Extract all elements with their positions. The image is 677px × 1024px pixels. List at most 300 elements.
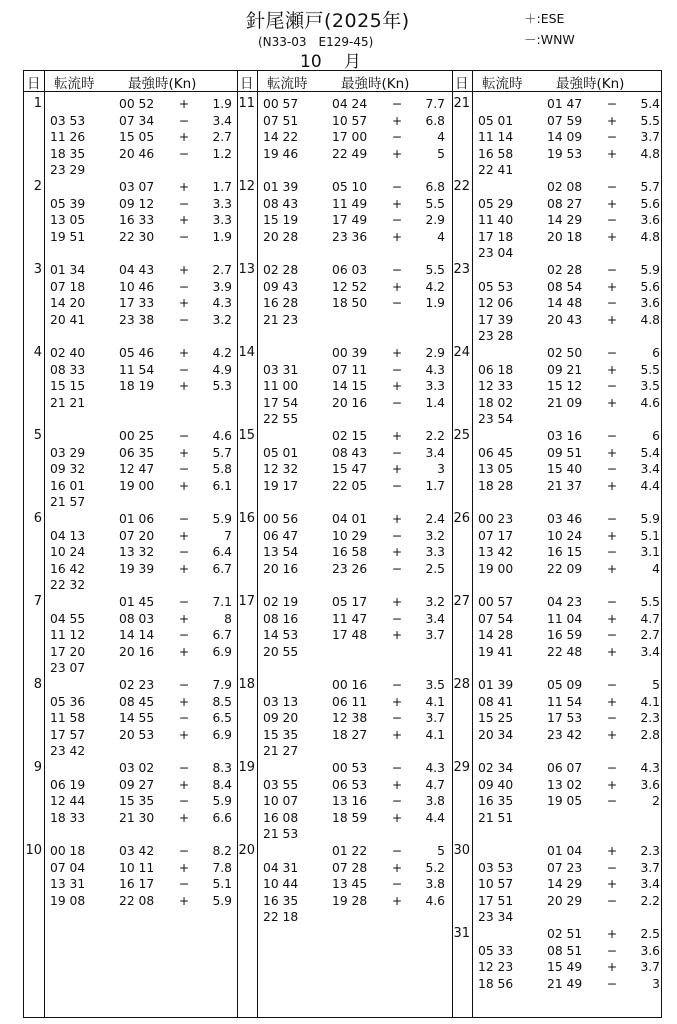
turn-time: 03 13 — [263, 694, 299, 709]
direction-sign: − — [178, 312, 190, 327]
header-turn-time: 転流時 — [267, 76, 308, 92]
turn-time: 16 01 — [50, 478, 86, 493]
direction-sign: + — [391, 595, 403, 609]
turn-time: 10 44 — [263, 877, 299, 892]
direction-sign: + — [391, 379, 403, 394]
day-number: 1 — [33, 96, 42, 111]
max-speed: 3 — [652, 976, 660, 991]
max-time: 04 23 — [547, 595, 583, 609]
direction-sign: − — [391, 611, 403, 626]
max-speed: 7.8 — [212, 860, 232, 875]
direction-sign: + — [178, 777, 190, 792]
direction-sign: − — [606, 429, 618, 443]
direction-sign: + — [606, 694, 618, 709]
max-time: 06 35 — [119, 445, 155, 460]
max-time: 02 50 — [547, 346, 583, 360]
turn-time: 06 45 — [478, 445, 514, 460]
turn-time: 15 19 — [263, 213, 299, 228]
turn-time: 21 51 — [478, 810, 514, 825]
turn-time: 03 53 — [50, 113, 86, 128]
direction-sign: + — [178, 644, 190, 659]
max-speed: 4.4 — [640, 478, 660, 493]
max-time: 09 21 — [547, 362, 583, 377]
max-time: 11 47 — [332, 611, 368, 626]
direction-sign: − — [391, 180, 403, 194]
direction-sign: + — [606, 777, 618, 792]
max-speed: 5.4 — [640, 97, 660, 111]
turn-time: 08 16 — [263, 611, 299, 626]
turn-time: 13 05 — [478, 462, 514, 477]
turn-time: 09 32 — [50, 462, 86, 477]
max-speed: 2.5 — [640, 927, 660, 941]
max-speed: 1.4 — [425, 395, 445, 410]
turn-time: 09 43 — [263, 279, 299, 294]
header-turn-time: 転流時 — [54, 76, 95, 92]
direction-sign: − — [178, 229, 190, 244]
direction-sign: + — [391, 346, 403, 360]
max-time: 20 43 — [547, 312, 583, 327]
direction-sign: − — [606, 263, 618, 277]
max-speed: 4 — [437, 229, 445, 244]
direction-sign: + — [391, 694, 403, 709]
turn-time: 11 12 — [50, 628, 86, 643]
max-time: 08 51 — [547, 943, 583, 958]
turn-time: 20 34 — [478, 727, 514, 742]
max-time: 11 54 — [119, 362, 155, 377]
header-day: 日 — [27, 76, 41, 92]
max-speed: 3.3 — [212, 213, 232, 228]
max-speed: 6.5 — [212, 711, 232, 726]
turn-time: 15 25 — [478, 711, 514, 726]
max-speed: 2.8 — [640, 727, 660, 742]
turn-time: 02 28 — [263, 263, 299, 277]
max-speed: 3.2 — [425, 595, 445, 609]
direction-sign: − — [606, 711, 618, 726]
max-speed: 3.2 — [425, 528, 445, 543]
turn-time: 20 55 — [263, 644, 299, 659]
direction-sign: + — [606, 113, 618, 128]
legend-plus: ＋:ESE — [524, 11, 565, 26]
turn-time: 21 21 — [50, 395, 86, 410]
direction-sign: + — [606, 960, 618, 975]
day-number: 18 — [238, 677, 255, 692]
max-time: 00 16 — [332, 678, 368, 692]
max-speed: 6.4 — [212, 545, 232, 560]
max-time: 01 06 — [119, 512, 155, 526]
direction-sign: + — [391, 429, 403, 443]
max-speed: 3.7 — [640, 860, 660, 875]
max-time: 15 47 — [332, 462, 368, 477]
max-speed: 6.9 — [212, 727, 232, 742]
turn-time: 18 33 — [50, 810, 86, 825]
max-speed: 2 — [652, 794, 660, 809]
day-number: 14 — [238, 345, 255, 360]
turn-time: 23 42 — [50, 744, 86, 759]
turn-time: 07 18 — [50, 279, 86, 294]
max-speed: 5.5 — [425, 196, 445, 211]
turn-time: 14 28 — [478, 628, 514, 643]
max-time: 14 55 — [119, 711, 155, 726]
direction-sign: + — [178, 893, 190, 908]
direction-sign: − — [606, 794, 618, 809]
direction-sign: − — [178, 429, 190, 443]
direction-sign: + — [606, 927, 618, 941]
max-speed: 2.3 — [640, 844, 660, 858]
turn-time: 03 31 — [263, 362, 299, 377]
turn-time: 07 54 — [478, 611, 514, 626]
turn-time: 21 27 — [263, 744, 299, 759]
direction-sign: − — [391, 362, 403, 377]
turn-time: 19 46 — [263, 146, 299, 161]
max-speed: 1.7 — [425, 478, 445, 493]
max-speed: 4.1 — [425, 694, 445, 709]
turn-time: 13 42 — [478, 545, 514, 560]
direction-sign: − — [606, 678, 618, 692]
max-speed: 5.8 — [212, 462, 232, 477]
direction-sign: + — [391, 727, 403, 742]
max-speed: 8.5 — [212, 694, 232, 709]
max-speed: 4.3 — [212, 296, 232, 311]
max-speed: 2.9 — [425, 346, 445, 360]
day-number: 17 — [238, 594, 255, 609]
max-time: 15 49 — [547, 960, 583, 975]
max-time: 16 58 — [332, 545, 368, 560]
day-number: 8 — [33, 677, 42, 692]
turn-time: 17 20 — [50, 644, 86, 659]
direction-sign: + — [178, 727, 190, 742]
max-time: 20 16 — [332, 395, 368, 410]
direction-sign: + — [178, 97, 190, 111]
direction-sign: + — [391, 512, 403, 526]
max-time: 13 16 — [332, 794, 368, 809]
turn-time: 07 51 — [263, 113, 299, 128]
direction-sign: + — [178, 860, 190, 875]
direction-sign: − — [178, 146, 190, 161]
header-max-time: 最強時(Kn) — [128, 76, 197, 92]
max-speed: 6.1 — [212, 478, 232, 493]
max-speed: 2.7 — [640, 628, 660, 643]
max-time: 20 29 — [547, 893, 583, 908]
max-speed: 2.4 — [425, 512, 445, 526]
direction-sign: + — [391, 628, 403, 643]
direction-sign: − — [391, 877, 403, 892]
turn-time: 05 29 — [478, 196, 514, 211]
max-time: 22 09 — [547, 561, 583, 576]
max-speed: 2.5 — [425, 561, 445, 576]
max-speed: 8.2 — [212, 844, 232, 858]
day-number: 10 — [25, 843, 42, 858]
max-speed: 5.9 — [640, 263, 660, 277]
direction-sign: − — [391, 561, 403, 576]
max-time: 19 53 — [547, 146, 583, 161]
turn-time: 18 56 — [478, 976, 514, 991]
direction-sign: − — [606, 97, 618, 111]
max-speed: 5.9 — [640, 512, 660, 526]
direction-sign: − — [391, 794, 403, 809]
max-speed: 3.6 — [640, 296, 660, 311]
direction-sign: + — [178, 445, 190, 460]
max-time: 19 39 — [119, 561, 155, 576]
max-speed: 2.7 — [212, 130, 232, 145]
max-time: 14 14 — [119, 628, 155, 643]
max-time: 22 48 — [547, 644, 583, 659]
turn-time: 19 41 — [478, 644, 514, 659]
direction-sign: − — [391, 478, 403, 493]
day-number: 20 — [238, 843, 255, 858]
direction-sign: − — [178, 196, 190, 211]
max-speed: 3.7 — [640, 130, 660, 145]
max-time: 05 46 — [119, 346, 155, 360]
max-time: 16 17 — [119, 877, 155, 892]
max-time: 17 00 — [332, 130, 368, 145]
direction-sign: + — [606, 528, 618, 543]
direction-sign: − — [391, 678, 403, 692]
direction-sign: + — [606, 478, 618, 493]
max-speed: 4.9 — [212, 362, 232, 377]
max-speed: 4.1 — [640, 694, 660, 709]
turn-time: 06 47 — [263, 528, 299, 543]
turn-time: 23 07 — [50, 661, 86, 676]
direction-sign: − — [606, 761, 618, 775]
max-time: 15 40 — [547, 462, 583, 477]
max-speed: 8 — [224, 611, 232, 626]
max-speed: 3.9 — [212, 279, 232, 294]
direction-sign: − — [391, 296, 403, 311]
max-time: 21 37 — [547, 478, 583, 493]
max-time: 00 52 — [119, 97, 155, 111]
max-time: 15 35 — [119, 794, 155, 809]
direction-sign: + — [606, 362, 618, 377]
direction-sign: + — [178, 379, 190, 394]
turn-time: 00 18 — [50, 844, 86, 858]
day-number: 22 — [453, 179, 470, 194]
max-time: 18 59 — [332, 810, 368, 825]
direction-sign: − — [391, 130, 403, 145]
max-speed: 3.4 — [640, 877, 660, 892]
day-number: 30 — [453, 843, 470, 858]
direction-sign: + — [606, 644, 618, 659]
turn-time: 05 36 — [50, 694, 86, 709]
direction-sign: − — [391, 213, 403, 228]
max-time: 02 15 — [332, 429, 368, 443]
turn-time: 07 17 — [478, 528, 514, 543]
max-speed: 1.9 — [212, 97, 232, 111]
turn-time: 20 41 — [50, 312, 86, 327]
turn-time: 03 53 — [478, 860, 514, 875]
turn-time: 05 33 — [478, 943, 514, 958]
max-time: 15 05 — [119, 130, 155, 145]
turn-time: 03 55 — [263, 777, 299, 792]
turn-time: 17 51 — [478, 893, 514, 908]
max-speed: 4.7 — [640, 611, 660, 626]
max-speed: 4.6 — [640, 395, 660, 410]
max-speed: 3.4 — [640, 644, 660, 659]
direction-sign: − — [606, 893, 618, 908]
max-time: 01 47 — [547, 97, 583, 111]
turn-time: 17 57 — [50, 727, 86, 742]
turn-time: 09 20 — [263, 711, 299, 726]
max-time: 20 53 — [119, 727, 155, 742]
turn-time: 20 28 — [263, 229, 299, 244]
max-time: 07 11 — [332, 362, 368, 377]
direction-sign: − — [606, 545, 618, 560]
max-time: 16 59 — [547, 628, 583, 643]
direction-sign: + — [391, 462, 403, 477]
max-time: 17 48 — [332, 628, 368, 643]
max-time: 10 46 — [119, 279, 155, 294]
max-speed: 3.7 — [640, 960, 660, 975]
day-number: 5 — [33, 428, 42, 443]
turn-time: 21 57 — [50, 495, 86, 510]
max-speed: 5.5 — [425, 263, 445, 277]
max-speed: 5.6 — [640, 279, 660, 294]
max-time: 07 23 — [547, 860, 583, 875]
direction-sign: − — [178, 844, 190, 858]
max-time: 12 47 — [119, 462, 155, 477]
direction-sign: − — [178, 512, 190, 526]
max-time: 09 12 — [119, 196, 155, 211]
day-number: 7 — [33, 594, 42, 609]
direction-sign: − — [391, 445, 403, 460]
day-number: 11 — [238, 96, 255, 111]
direction-sign: + — [178, 180, 190, 194]
turn-time: 13 05 — [50, 213, 86, 228]
turn-time: 23 34 — [478, 910, 514, 925]
max-time: 23 42 — [547, 727, 583, 742]
direction-sign: − — [606, 180, 618, 194]
day-number: 29 — [453, 760, 470, 775]
max-time: 17 53 — [547, 711, 583, 726]
max-time: 05 17 — [332, 595, 368, 609]
max-time: 00 39 — [332, 346, 368, 360]
max-time: 18 27 — [332, 727, 368, 742]
max-speed: 2.7 — [212, 263, 232, 277]
direction-sign: − — [391, 395, 403, 410]
direction-sign: + — [391, 146, 403, 161]
max-time: 12 52 — [332, 279, 368, 294]
max-time: 10 29 — [332, 528, 368, 543]
direction-sign: − — [178, 678, 190, 692]
max-speed: 4.3 — [425, 362, 445, 377]
direction-sign: + — [178, 694, 190, 709]
max-time: 11 04 — [547, 611, 583, 626]
turn-time: 22 41 — [478, 163, 514, 178]
turn-time: 12 23 — [478, 960, 514, 975]
max-speed: 8.3 — [212, 761, 232, 775]
max-speed: 5.3 — [212, 379, 232, 394]
max-speed: 2.2 — [640, 893, 660, 908]
max-speed: 6.6 — [212, 810, 232, 825]
max-time: 16 33 — [119, 213, 155, 228]
max-speed: 4.6 — [425, 893, 445, 908]
max-speed: 3.5 — [425, 678, 445, 692]
turn-time: 00 57 — [263, 97, 299, 111]
max-speed: 5.5 — [640, 595, 660, 609]
turn-time: 12 06 — [478, 296, 514, 311]
direction-sign: + — [606, 196, 618, 211]
direction-sign: + — [178, 213, 190, 228]
max-speed: 4 — [652, 561, 660, 576]
turn-time: 13 31 — [50, 877, 86, 892]
direction-sign: − — [606, 512, 618, 526]
turn-time: 15 35 — [263, 727, 299, 742]
turn-time: 16 08 — [263, 810, 299, 825]
max-speed: 3.4 — [425, 445, 445, 460]
max-speed: 4 — [437, 130, 445, 145]
direction-sign: + — [606, 445, 618, 460]
turn-time: 23 28 — [478, 329, 514, 344]
max-speed: 4.1 — [425, 727, 445, 742]
max-time: 11 49 — [332, 196, 368, 211]
max-speed: 6 — [652, 346, 660, 360]
direction-sign: − — [606, 976, 618, 991]
max-time: 01 22 — [332, 844, 368, 858]
max-time: 11 54 — [547, 694, 583, 709]
max-speed: 6.8 — [425, 113, 445, 128]
turn-time: 14 53 — [263, 628, 299, 643]
direction-sign: − — [391, 761, 403, 775]
max-time: 10 24 — [547, 528, 583, 543]
turn-time: 19 17 — [263, 478, 299, 493]
max-speed: 6.9 — [212, 644, 232, 659]
max-time: 07 28 — [332, 860, 368, 875]
turn-time: 11 26 — [50, 130, 86, 145]
max-time: 12 38 — [332, 711, 368, 726]
day-number: 12 — [238, 179, 255, 194]
turn-time: 13 54 — [263, 545, 299, 560]
direction-sign: − — [391, 263, 403, 277]
direction-sign: − — [178, 877, 190, 892]
turn-time: 12 33 — [478, 379, 514, 394]
turn-time: 16 35 — [478, 794, 514, 809]
max-time: 09 51 — [547, 445, 583, 460]
turn-time: 11 58 — [50, 711, 86, 726]
direction-sign: + — [606, 312, 618, 327]
direction-sign: + — [178, 528, 190, 543]
turn-time: 08 43 — [263, 196, 299, 211]
max-time: 19 05 — [547, 794, 583, 809]
max-time: 22 05 — [332, 478, 368, 493]
max-speed: 3.4 — [640, 462, 660, 477]
max-time: 14 09 — [547, 130, 583, 145]
day-divider — [44, 71, 45, 1017]
direction-sign: − — [606, 943, 618, 958]
turn-time: 04 55 — [50, 611, 86, 626]
max-speed: 6.7 — [212, 561, 232, 576]
header-turn-time: 転流時 — [482, 76, 523, 92]
max-time: 00 25 — [119, 429, 155, 443]
turn-time: 11 14 — [478, 130, 514, 145]
turn-time: 23 29 — [50, 163, 86, 178]
direction-sign: + — [391, 777, 403, 792]
max-speed: 1.2 — [212, 146, 232, 161]
max-time: 13 45 — [332, 877, 368, 892]
max-speed: 5.4 — [640, 445, 660, 460]
max-speed: 5.2 — [425, 860, 445, 875]
max-speed: 4.8 — [640, 312, 660, 327]
direction-sign: − — [606, 296, 618, 311]
max-speed: 3.6 — [640, 777, 660, 792]
max-time: 05 09 — [547, 678, 583, 692]
max-time: 02 08 — [547, 180, 583, 194]
max-speed: 6.7 — [212, 628, 232, 643]
max-time: 03 07 — [119, 180, 155, 194]
turn-time: 11 00 — [263, 379, 299, 394]
turn-time: 21 53 — [263, 827, 299, 842]
max-time: 03 16 — [547, 429, 583, 443]
day-number: 6 — [33, 511, 42, 526]
max-time: 04 01 — [332, 512, 368, 526]
